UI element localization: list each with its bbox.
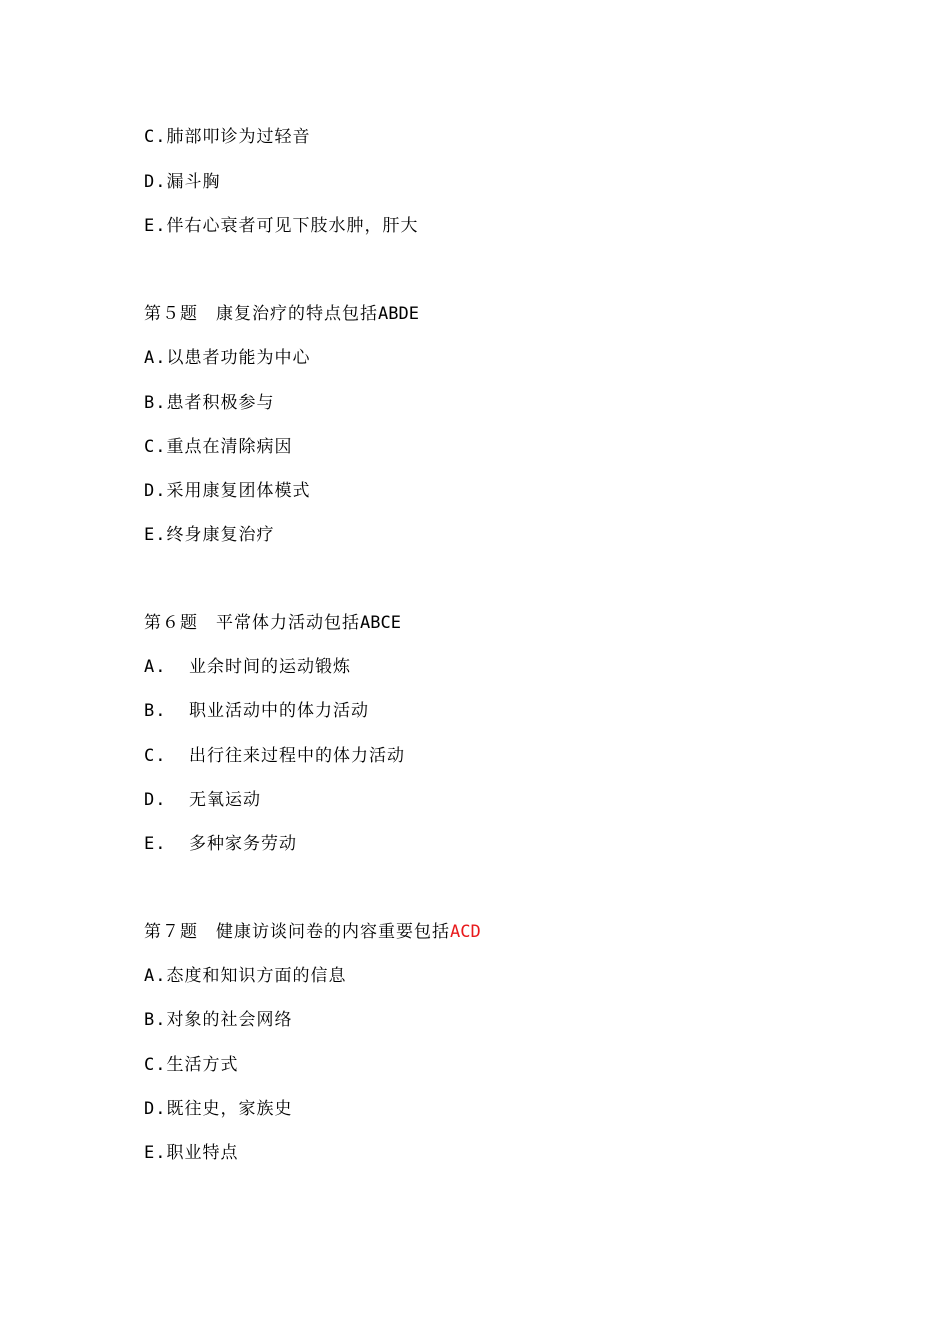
q7-question <box>144 921 481 943</box>
q4-option-d: D.漏斗胸 <box>144 172 221 192</box>
q6-option-a: A. 业余时间的运动锻炼 <box>144 657 351 677</box>
q7-option-d: D.既往史，家族史 <box>144 1099 293 1119</box>
q5-option-d: D.采用康复团体模式 <box>144 481 311 501</box>
q5-answer: ABDE <box>378 304 419 324</box>
q5-option-b: B.患者积极参与 <box>144 393 275 413</box>
q6-option-b: B. 职业活动中的体力活动 <box>144 701 369 721</box>
q7-option-e: E.职业特点 <box>144 1143 239 1163</box>
q6-option-d: D. 无氧运动 <box>144 790 261 810</box>
q4-option-e: E.伴右心衰者可见下肢水肿，肝大 <box>144 216 419 236</box>
q5-stem: 第５题 康复治疗的特点包括 <box>144 304 378 324</box>
q7-option-a: A.态度和知识方面的信息 <box>144 966 347 986</box>
q4-option-c: C.肺部叩诊为过轻音 <box>144 127 311 147</box>
q6-answer: ABCE <box>360 613 401 633</box>
q7-option-c: C.生活方式 <box>144 1055 239 1075</box>
q5-option-c: C.重点在清除病因 <box>144 437 293 457</box>
q7-stem: 第７题 健康访谈问卷的内容重要包括 <box>144 922 450 942</box>
q5-question <box>144 303 419 325</box>
q6-question <box>144 612 401 634</box>
q7-option-b: B.对象的社会网络 <box>144 1010 293 1030</box>
q5-option-e: E.终身康复治疗 <box>144 525 275 545</box>
q5-option-a: A.以患者功能为中心 <box>144 348 311 368</box>
q7-answer: ACD <box>450 922 481 942</box>
q6-option-e: E. 多种家务劳动 <box>144 834 297 854</box>
q6-stem: 第６题 平常体力活动包括 <box>144 613 360 633</box>
q6-option-c: C. 出行往来过程中的体力活动 <box>144 746 405 766</box>
